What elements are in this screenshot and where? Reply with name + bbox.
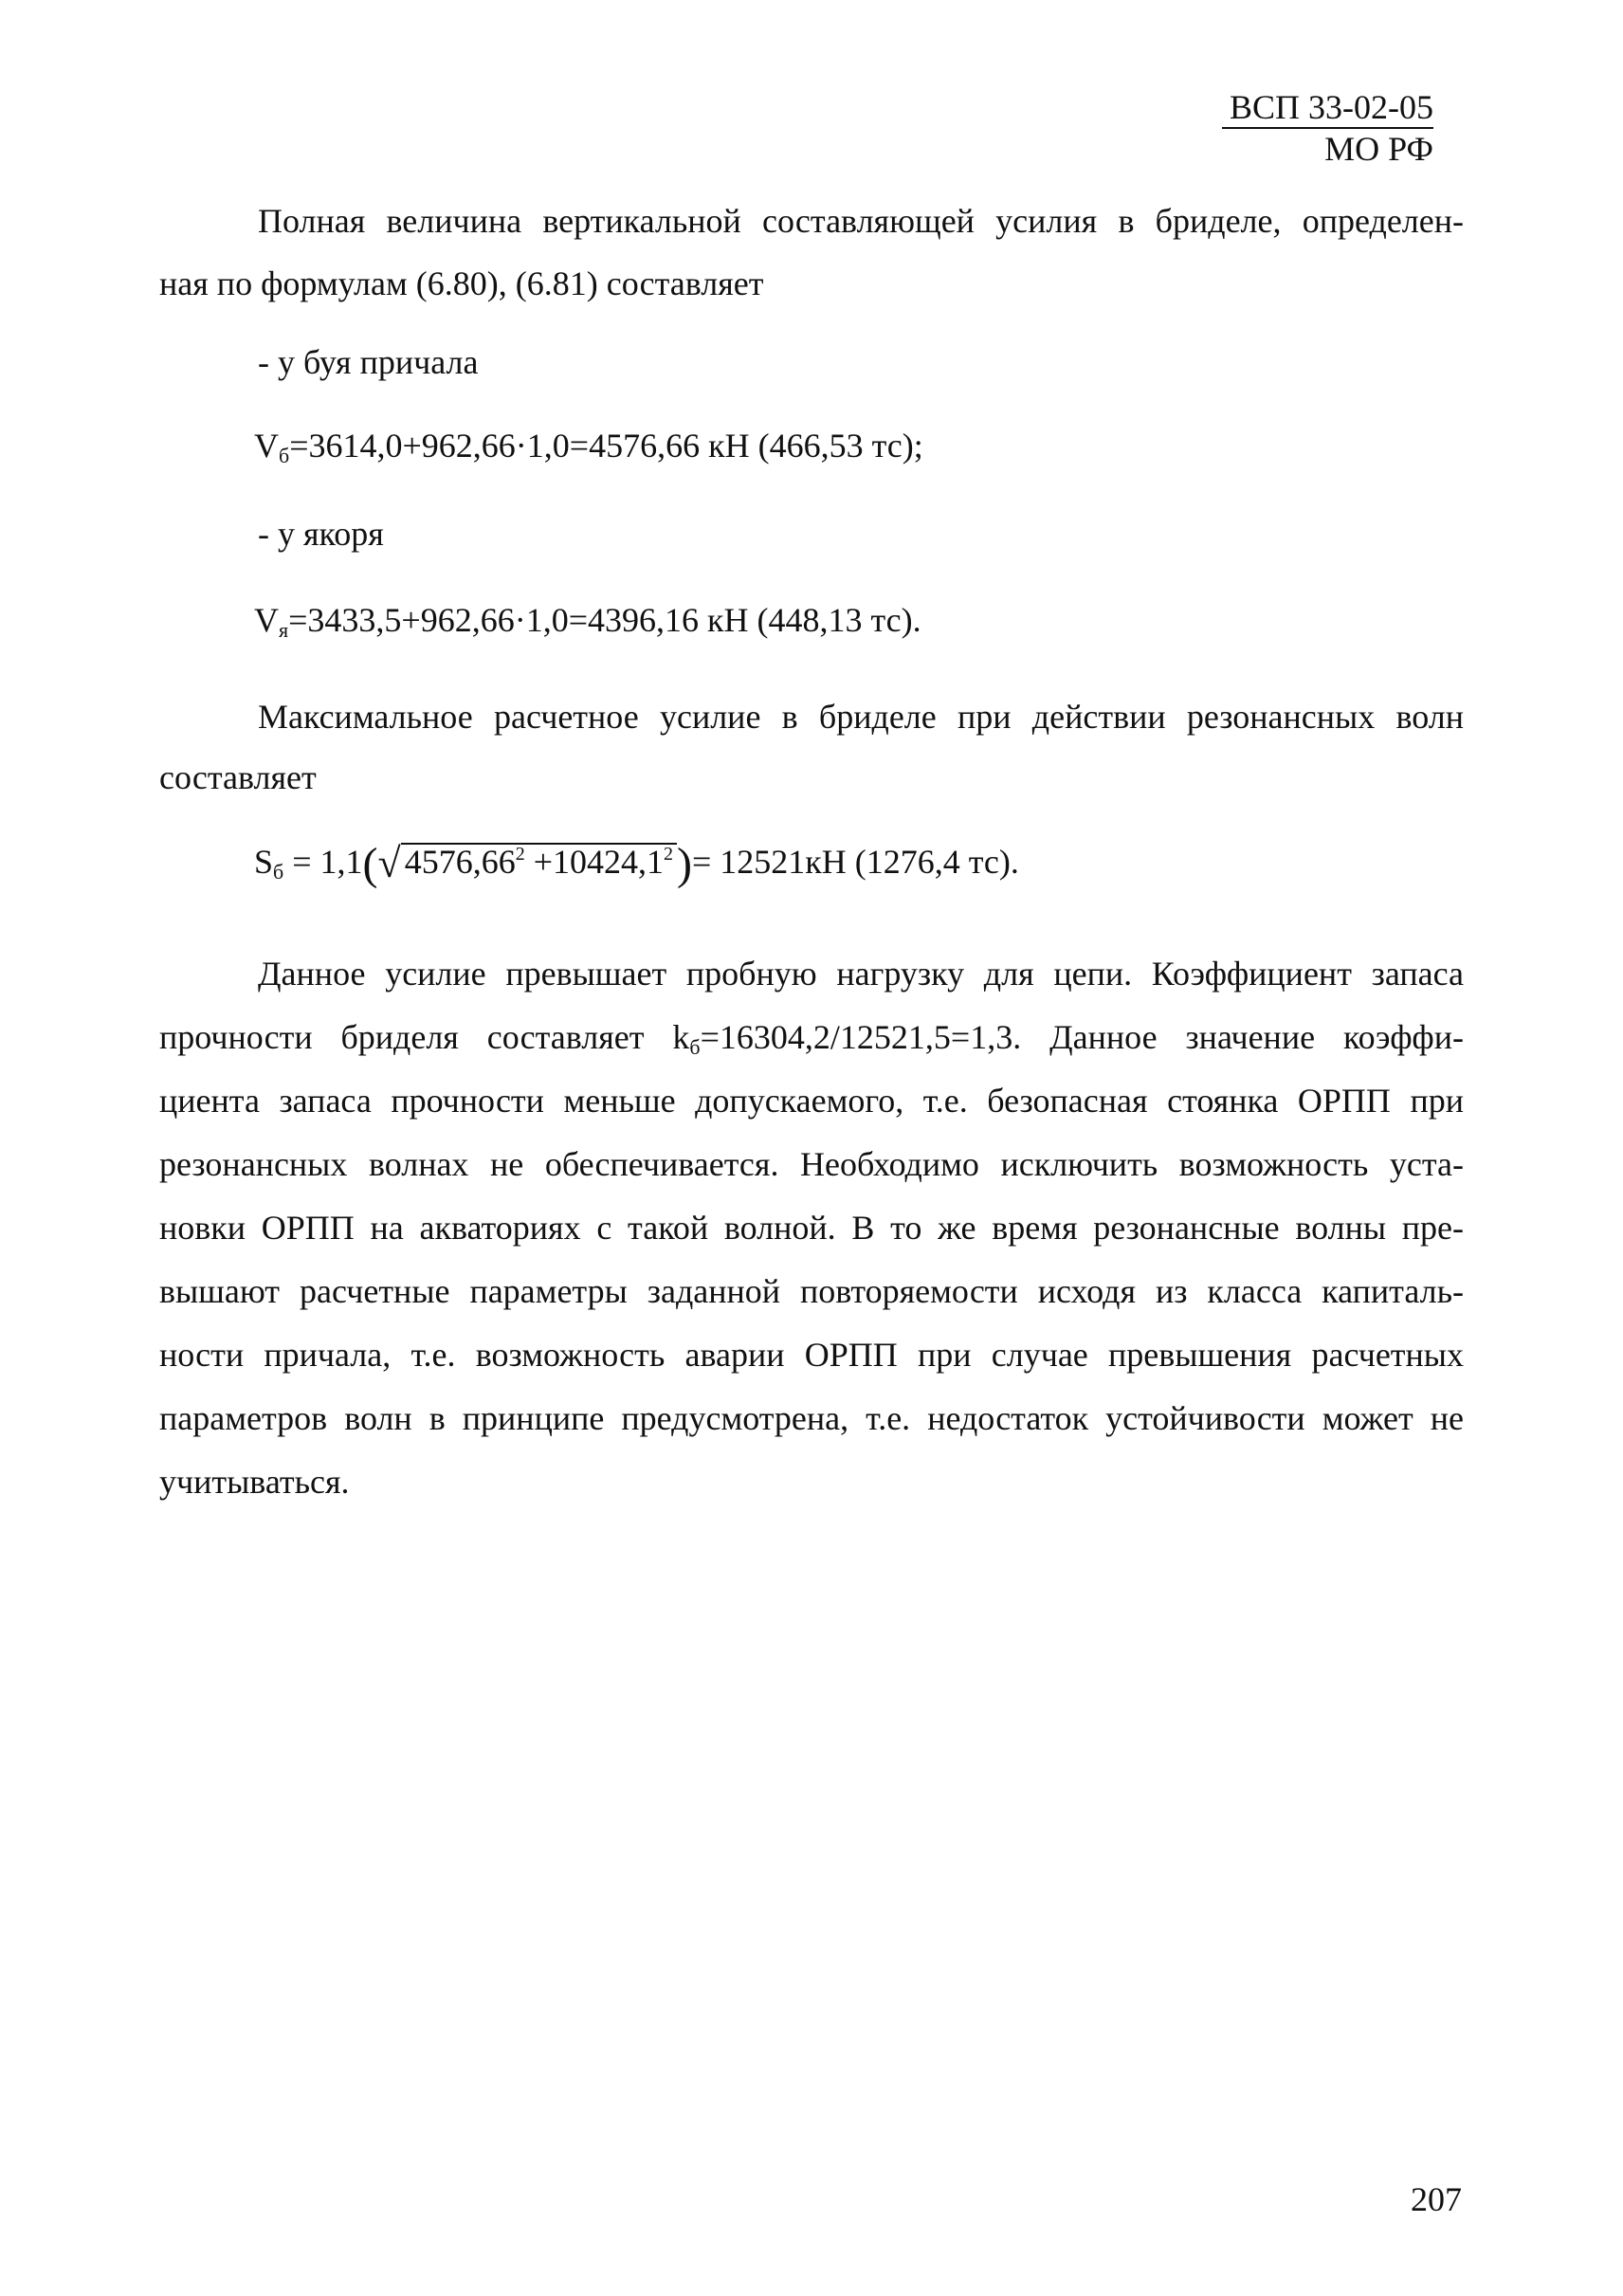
radicand <box>401 843 677 879</box>
paragraph-line: циента запаса прочности меньше допускаемого, т.е. безопасная стоянка ОРПП при <box>159 1082 1464 1120</box>
formula-subscript: б <box>689 1035 701 1059</box>
close-paren-glyph: ) <box>677 839 692 889</box>
formula-s-max <box>254 839 1019 889</box>
formula-symbol: S <box>254 843 274 881</box>
radicand-term: 4576,66 <box>404 843 516 881</box>
paragraph-line: ности причала, т.е. возможность аварии ОРПП при случае превышения расчетных <box>159 1336 1464 1374</box>
list-item-buoy: - у буя причала <box>258 343 479 381</box>
list-item-anchor: - у якоря <box>258 515 384 553</box>
paragraph-line: учитываться. <box>159 1463 350 1501</box>
paragraph-line: вышают расчетные параметры заданной повторяемости исходя из класса капиталь- <box>159 1272 1464 1310</box>
paragraph-conclusion <box>159 942 1464 1514</box>
paragraph-line: Данное усилие превышает пробную нагрузку для цепи. Коэффициент запаса <box>258 955 1464 993</box>
paragraph-line: ная по формулам (6.80), (6.81) составляет <box>159 264 764 302</box>
radicand-term: +10424,1 <box>524 843 664 881</box>
document-code: ВСП 33-02-05 <box>1222 87 1433 129</box>
paragraph-line: Максимальное расчетное усилие в бриделе при действии резонансных волн <box>258 698 1464 736</box>
paragraph-vertical-force <box>159 201 1464 241</box>
formula-coefficient: = 1,1 <box>292 843 363 881</box>
formula-v-anchor <box>254 601 921 642</box>
paragraph-max-force <box>159 697 1464 737</box>
formula-symbol: V <box>254 601 279 639</box>
formula-v-buoy <box>254 427 923 467</box>
paragraph-line: Полная величина вертикальной составляющей усилия в бриделе, определен- <box>258 202 1464 240</box>
formula-subscript: б <box>279 444 290 467</box>
page-number: 207 <box>1411 2180 1462 2218</box>
radical-sign: √ <box>377 840 401 886</box>
formula-symbol: V <box>254 427 279 465</box>
document-org: МО РФ <box>1324 130 1433 168</box>
text-fragment: прочности бриделя составляет k <box>159 1018 690 1056</box>
paragraph-line-safety-factor <box>159 1006 1464 1069</box>
formula-expression: =3614,0+962,66·1,0=4576,66 кН (466,53 тс); <box>289 427 923 465</box>
paragraph-line: новки ОРПП на акваториях с такой волной. В то же время резонансные волны пре- <box>159 1209 1464 1247</box>
exponent: 2 <box>515 844 525 865</box>
paragraph-line: составляет <box>159 758 317 796</box>
open-paren-glyph: ( <box>362 839 378 889</box>
formula-subscript: б <box>273 860 284 884</box>
exponent: 2 <box>664 844 673 865</box>
document-header <box>1222 87 1433 169</box>
formula-subscript: я <box>279 618 289 642</box>
formula-result: = 12521кН (1276,4 тс). <box>691 843 1019 881</box>
paragraph-line: параметров волн в принципе предусмотрена, т.е. недостаток устойчивости может не <box>159 1399 1464 1437</box>
text-fragment: =16304,2/12521,5=1,3. Данное значение коэффи- <box>700 1018 1464 1056</box>
formula-expression: =3433,5+962,66·1,0=4396,16 кН (448,13 тс). <box>288 601 921 639</box>
paragraph-line: резонансных волнах не обеспечивается. Необходимо исключить возможность уста- <box>159 1145 1464 1183</box>
